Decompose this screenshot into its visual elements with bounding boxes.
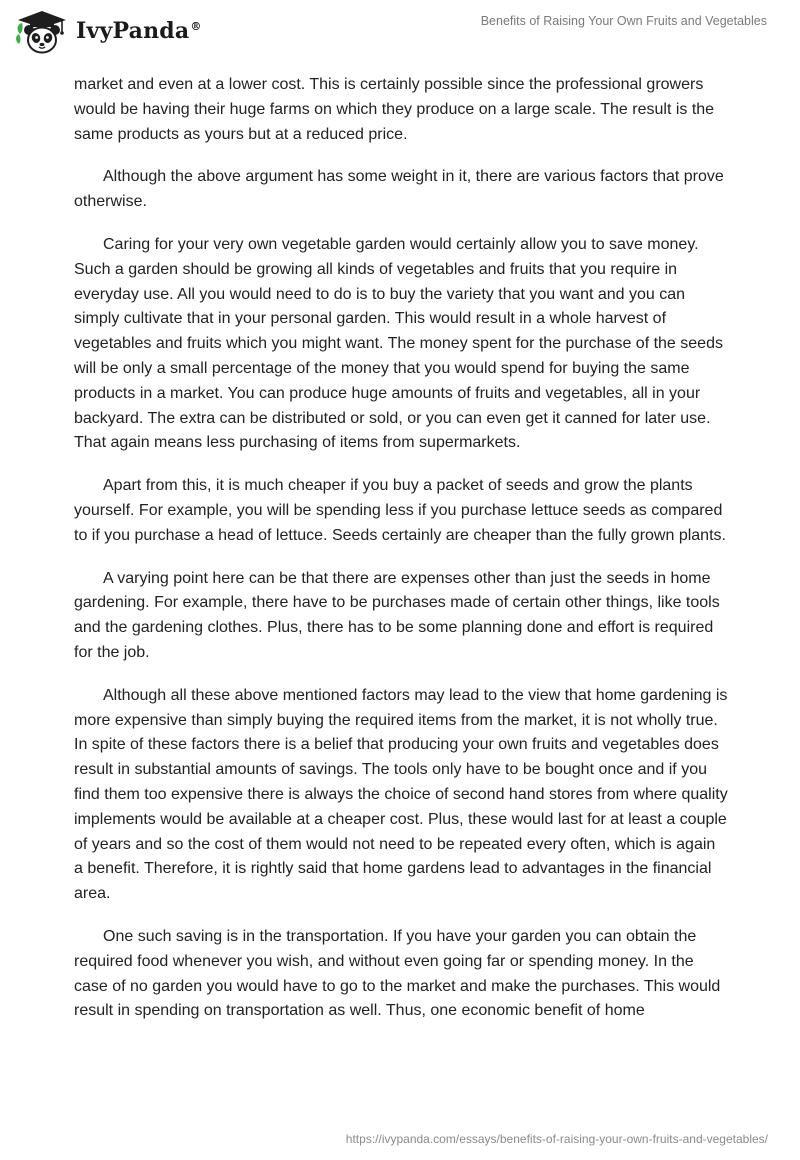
panda-graduation-cap-icon	[14, 8, 70, 56]
page-header	[0, 0, 800, 72]
essay-body	[74, 73, 728, 1042]
paragraph: Caring for your very own vegetable garden would certainly allow you to save money. Such a garden should be growing all kinds of vegetables and fruits that you require in everyday use. All you would need to do is to buy the variety that you want and you can simply cultivate that in your personal garden. This would result in a whole harvest of vegetables and fruits which you might want. The money spent for the purchase of the seeds will be only a small percentage of the money that you would spend for buying the same products in a market. You can produce huge amounts of fruits and vegetables, all in your backyard. The extra can be distributed or sold, or you can even get it canned for later use. That again means less purchasing of items from supermarkets.	[74, 235, 723, 452]
ivypanda-logo[interactable]	[14, 8, 202, 56]
paragraph: Apart from this, it is much cheaper if you buy a packet of seeds and grow the plants yourself. For example, you will be spending less if you purchase lettuce seeds as compared to if you purchase a head of lettuce. Seeds certainly are cheaper than the fully grown plants.	[74, 477, 726, 544]
document-title: Benefits of Raising Your Own Fruits and Vegetables	[480, 14, 767, 28]
paragraph: Although the above argument has some weight in it, there are various factors that prove otherwise.	[74, 168, 724, 211]
paragraph: market and even at a lower cost. This is certainly possible since the professional growers would be having their huge farms on which they produce on a large scale. The result is the same products as yours but at a reduced price.	[74, 76, 715, 143]
paragraph: Although all these above mentioned factors may lead to the view that home gardening is more expensive than simply buying the required items from the market, it is not wholly true. In spite of these factors there is a belief that producing your own fruits and vegetables does result in substantial amounts of savings. The tools only have to be bought once and if you find them too expensive there is always the choice of second hand stores from where quality implements would be available at a cheaper cost. Plus, these would last for at least a couple of years and so the cost of them would not need to be repeated every often, which is again a benefit. Therefore, it is rightly said that home gardens lead to advantages in the financial area.	[74, 686, 728, 903]
paragraph: One such saving is in the transportation. If you have your garden you can obtain the required food whenever you wish, and without even going far or spending money. In the case of no garden you would have to go to the market and make the purchases. This would result in spending on transportation as well. Thus, one economic benefit of home	[74, 927, 721, 1020]
paragraph: A varying point here can be that there are expenses other than just the seeds in home gardening. For example, there have to be purchases made of certain other things, like tools and the gardening clothes. Plus, there has to be some planning done and effort is required for the job.	[74, 569, 720, 661]
brand-name: IvyPanda®	[76, 18, 202, 44]
registered-mark: ®	[190, 19, 202, 33]
source-url[interactable]: https://ivypanda.com/essays/benefits-of-raising-your-own-fruits-and-vegetables/	[345, 1132, 768, 1146]
